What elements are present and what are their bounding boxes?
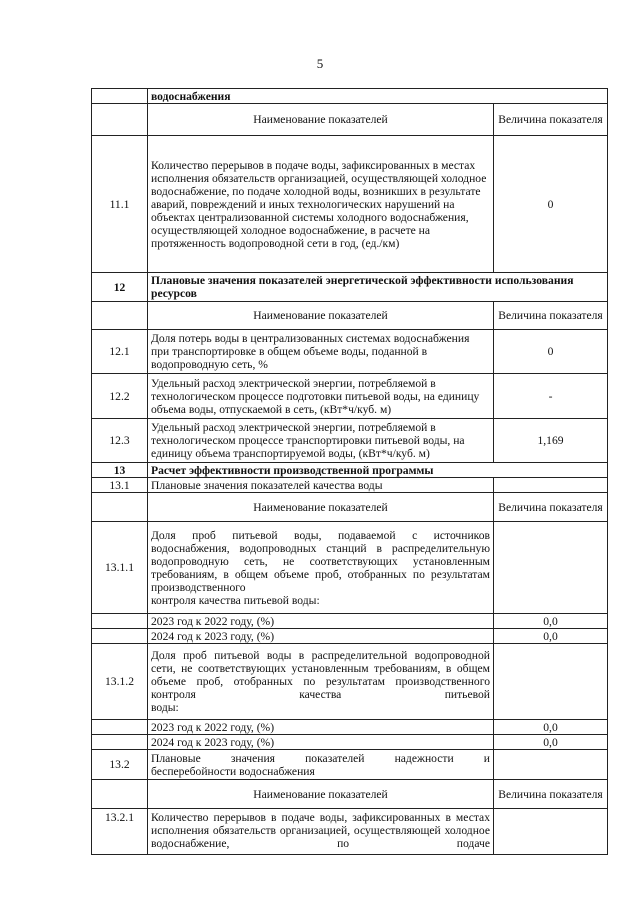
- year-label: 2024 год к 2023 году, (%): [148, 735, 494, 750]
- indicator-name: [148, 809, 494, 855]
- column-header-value: Величина показателя: [494, 104, 608, 136]
- indicator-name: [148, 644, 494, 720]
- indicator-value: [494, 809, 608, 855]
- indicators-table: [91, 88, 608, 855]
- year-label: 2023 год к 2022 году, (%): [148, 614, 494, 629]
- year-value: 0,0: [494, 629, 608, 644]
- subsection-row: [92, 478, 608, 493]
- table-row: [92, 809, 608, 855]
- subsection-title: [148, 750, 494, 780]
- indicator-name: Удельный расход электрической энергии, потребляемой в технологическом процессе транспортировки питьевой воды, на единицу объема транспортируемой воды, (кВт*ч/куб. м): [148, 419, 494, 463]
- column-header-value: Величина показателя: [494, 302, 608, 330]
- indicator-text-end: воды:: [151, 701, 179, 714]
- table-row: [92, 136, 608, 273]
- indicator-name: [148, 522, 494, 614]
- table-row: [92, 419, 608, 463]
- section-row: [92, 463, 608, 478]
- column-header-name: Наименование показателей: [148, 780, 494, 809]
- table-header-row: [92, 780, 608, 809]
- section-title: водоснабжения: [148, 89, 608, 104]
- row-number: 13.1.2: [92, 644, 148, 720]
- indicator-text: Количество перерывов в подаче воды, зафиксированных в местах исполнения обязательств организацией, осуществляющей холодное водоснабжение, по подаче: [151, 811, 490, 850]
- subsection-number: 13.2: [92, 750, 148, 780]
- year-row: [92, 735, 608, 750]
- row-number: 11.1: [92, 136, 148, 273]
- year-value: 0,0: [494, 735, 608, 750]
- section-number: 12: [92, 273, 148, 302]
- section-title: Расчет эффективности производственной программы: [148, 463, 608, 478]
- table-row: [92, 522, 608, 614]
- indicator-name: Количество перерывов в подаче воды, зафиксированных в местах исполнения обязательств организацией, осуществляющей холодное водоснабжение, по подаче холодной воды, возникших в результате аварий, повреждений и иных технологических нарушений на объектах централизованной системы холодного водоснабжения, осуществляющей холодное водоснабжение, в расчете на протяженность водопроводной сети в год, (ед./км): [148, 136, 494, 273]
- row-number: 13.1.1: [92, 522, 148, 614]
- indicator-name: Доля потерь воды в централизованных системах водоснабжения при транспортировке в общем объеме воды, поданной в водопроводную сеть, %: [148, 330, 494, 374]
- year-label: 2024 год к 2023 году, (%): [148, 629, 494, 644]
- subsection-row: [92, 750, 608, 780]
- row-number: 12.2: [92, 374, 148, 419]
- column-header-value: Величина показателя: [494, 780, 608, 809]
- column-header-name: Наименование показателей: [148, 302, 494, 330]
- year-value: 0,0: [494, 720, 608, 735]
- table-header-row: [92, 493, 608, 522]
- table-row: [92, 330, 608, 374]
- indicator-value: 0: [494, 330, 608, 374]
- indicator-name: Удельный расход электрической энергии, потребляемой в технологическом процессе подготовки питьевой воды, на единицу объема воды, отпускаемой в сеть, (кВт*ч/куб. м): [148, 374, 494, 419]
- row-number-cell: [92, 89, 148, 104]
- section-title: Плановые значения показателей энергетической эффективности использования ресурсов: [148, 273, 608, 302]
- indicator-value: 0: [494, 136, 608, 273]
- year-row: [92, 720, 608, 735]
- table-header-row: [92, 302, 608, 330]
- year-value: 0,0: [494, 614, 608, 629]
- indicator-text-end: контроля качества питьевой воды:: [151, 593, 320, 607]
- subsection-text-end: бесперебойности водоснабжения: [151, 764, 315, 778]
- section-number: 13: [92, 463, 148, 478]
- year-row: [92, 614, 608, 629]
- subsection-text: Плановые значения показателей надежности и: [151, 751, 490, 765]
- indicator-value: -: [494, 374, 608, 419]
- year-label: 2023 год к 2022 году, (%): [148, 720, 494, 735]
- section-row: [92, 273, 608, 302]
- subsection-title: Плановые значения показателей качества воды: [148, 478, 494, 493]
- indicator-value: 1,169: [494, 419, 608, 463]
- table-row: [92, 644, 608, 720]
- year-row: [92, 629, 608, 644]
- column-header-name: Наименование показателей: [148, 493, 494, 522]
- subsection-number: 13.1: [92, 478, 148, 493]
- table-row: [92, 374, 608, 419]
- row-number: 13.2.1: [92, 809, 148, 855]
- row-number: 12.1: [92, 330, 148, 374]
- table-header-row: [92, 104, 608, 136]
- table-row: [92, 89, 608, 104]
- indicator-value: [494, 644, 608, 720]
- indicator-text: Доля проб питьевой воды, подаваемой с источников водоснабжения, водопроводных станций в распределительную водопроводную сеть, не соответствующих установленным требованиям, в общем объеме проб, отобранных по результатам производственного: [151, 528, 490, 594]
- column-header-name: Наименование показателей: [148, 104, 494, 136]
- row-number: 12.3: [92, 419, 148, 463]
- page-number: 5: [316, 56, 324, 71]
- indicator-text: Доля проб питьевой воды в распределительной водопроводной сети, не соответствующих установленным требованиям, в общем объеме проб, отобранных по результатам производственного контроля качества питьевой: [151, 649, 490, 701]
- indicator-value: [494, 522, 608, 614]
- column-header-value: Величина показателя: [494, 493, 608, 522]
